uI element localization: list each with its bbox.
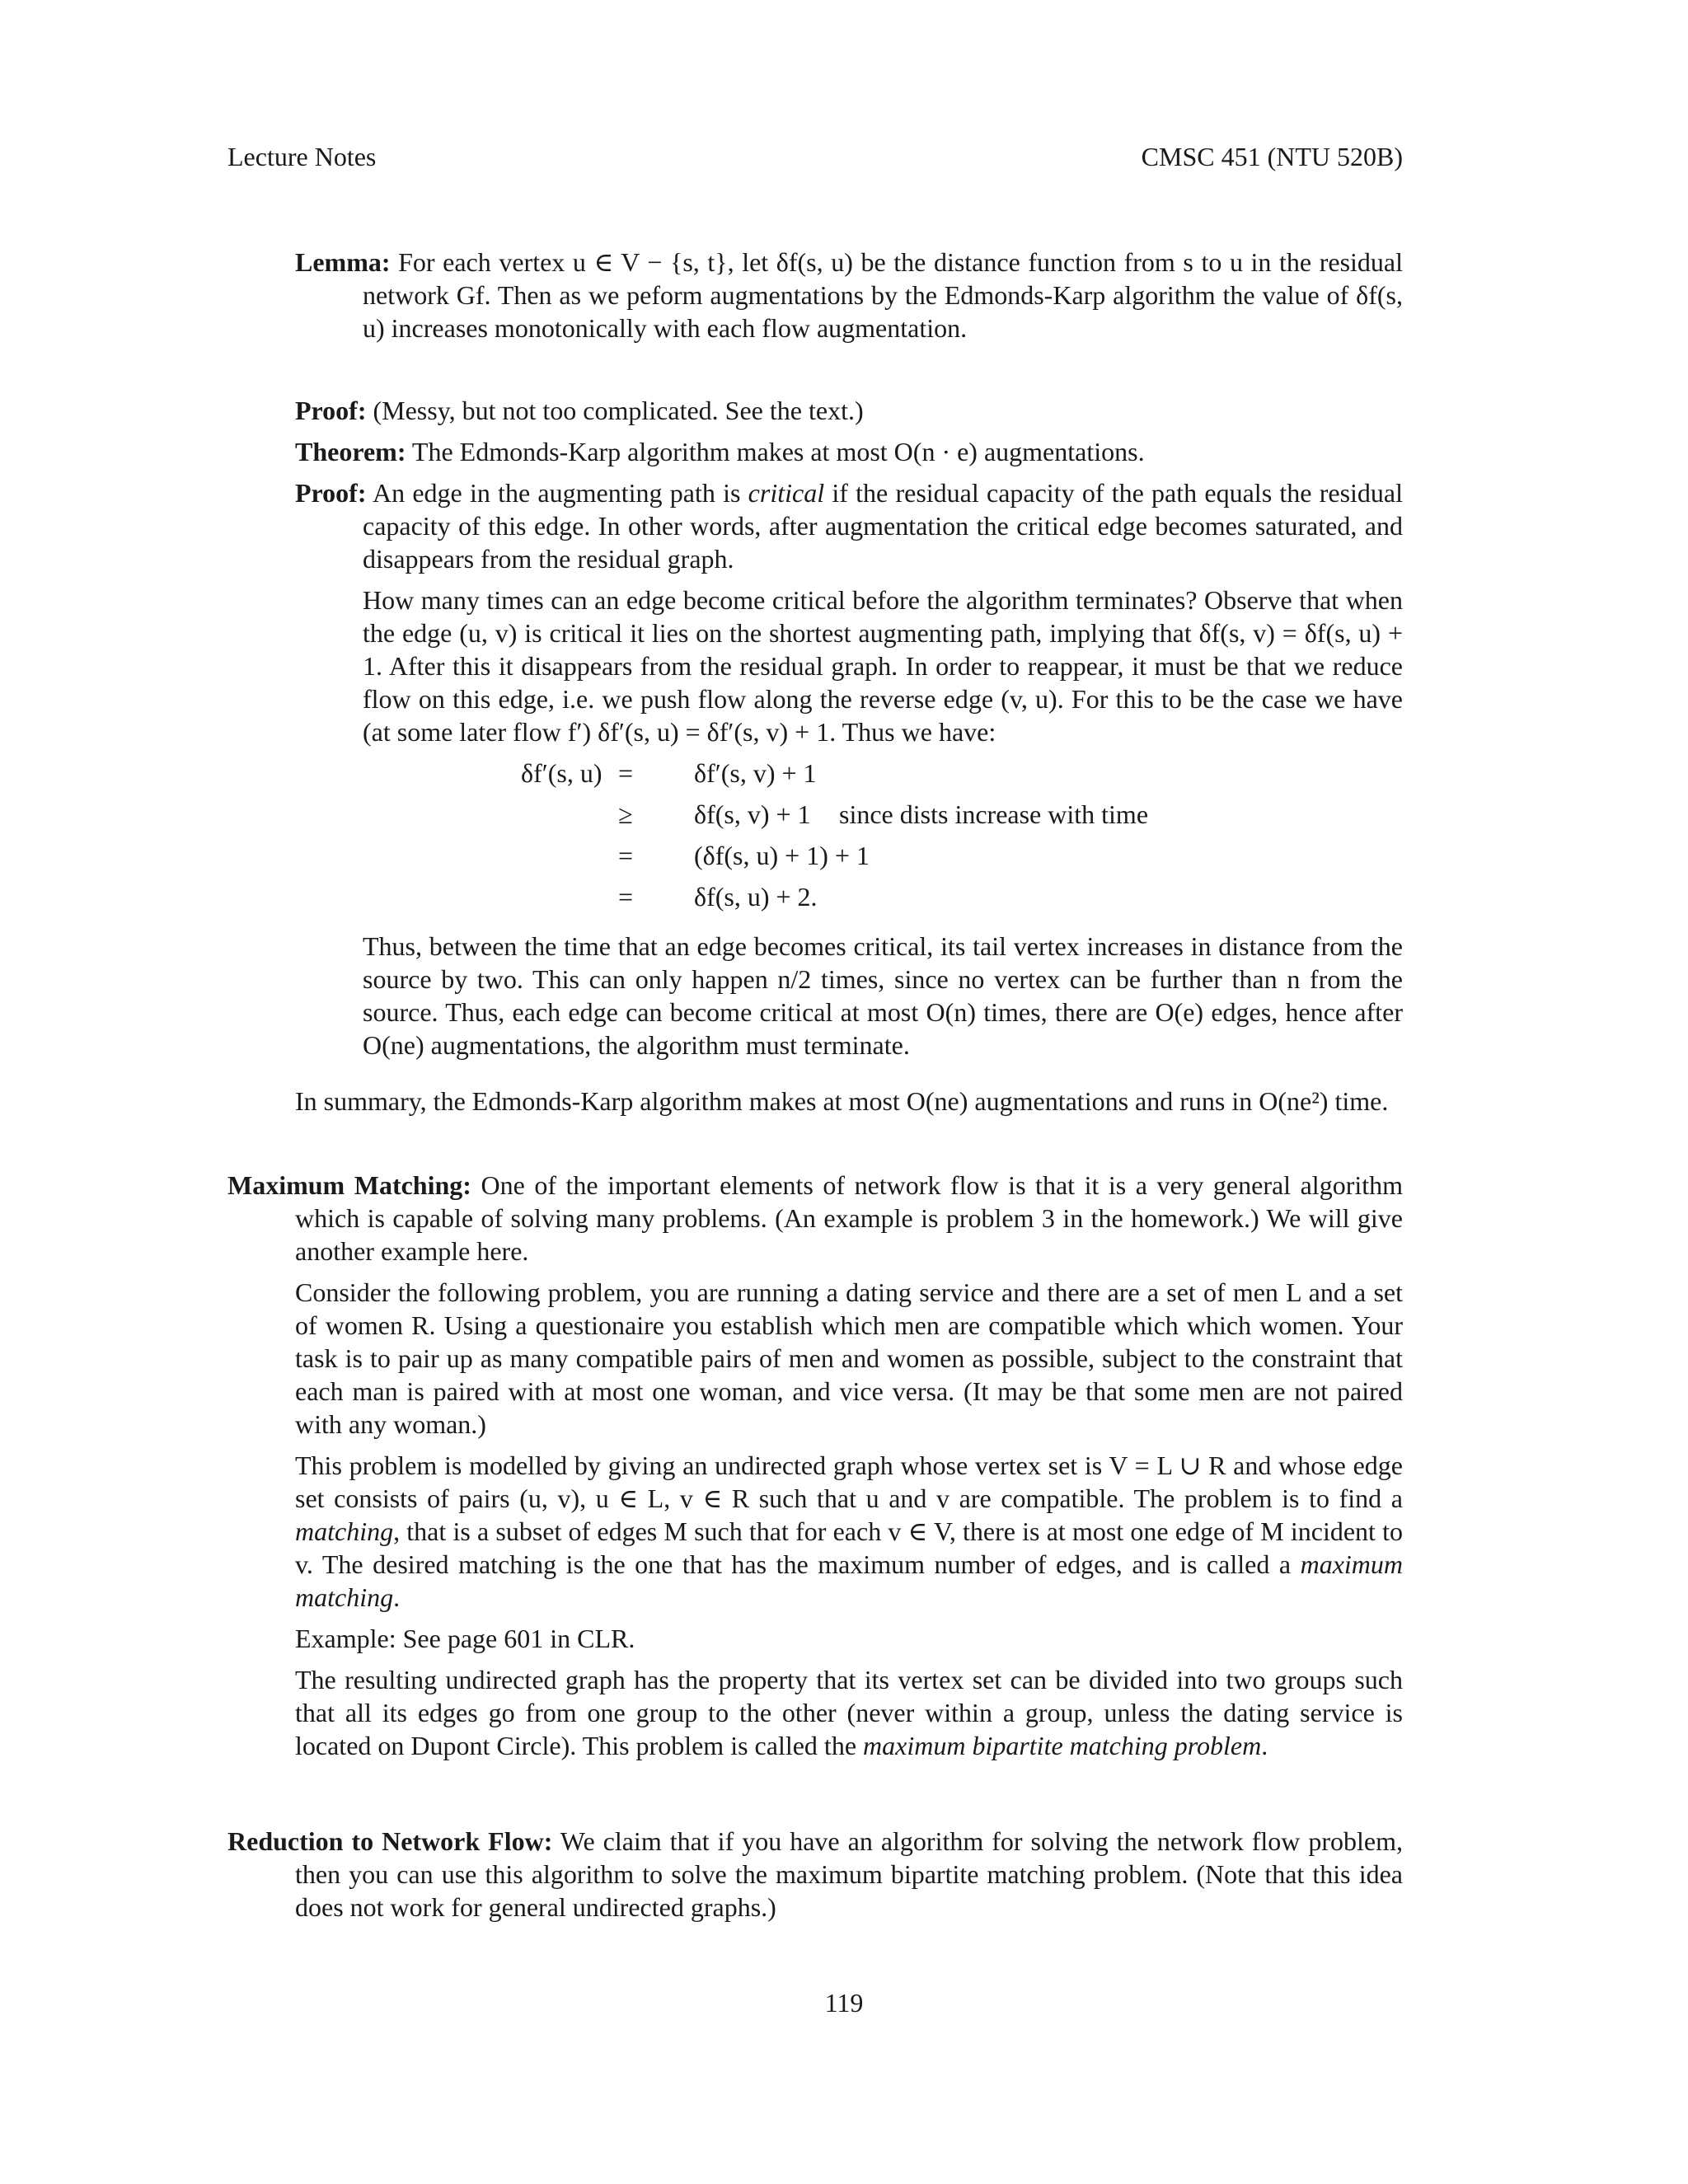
lemma-block bbox=[227, 246, 1403, 344]
proof2-continuation bbox=[227, 930, 1403, 1062]
equation-rhs: δf(s, u) + 2. bbox=[694, 882, 818, 912]
matching-para3-a: This problem is modelled by giving an undirected graph whose vertex set is V = L ∪ R and whose edge set consists of pairs (u, v), u ∈ L, v ∈ R such that u and v are compatible. The problem is to find a bbox=[295, 1451, 1403, 1513]
lemma-paragraph bbox=[295, 246, 1403, 344]
proof2-paragraph-3: Thus, between the time that an edge becomes critical, its tail vertex increases in distance from the source by two. This can only happen n/2 times, since no vertex can be further than n from the source. Thus, each edge can become critical at most O(n) times, there are O(e) edges, hence after O(ne) augmentations, the algorithm must terminate. bbox=[363, 931, 1403, 1060]
proof1-paragraph bbox=[227, 394, 1403, 427]
proof2-text-b: if the residual capacity of the path equals the residual capacity of this edge. In other words, after augmentation the critical edge becomes saturated, and disappears from the residual graph. bbox=[363, 478, 1404, 574]
maximum-matching-term: maximum matching bbox=[295, 1549, 1403, 1612]
equation-relation: = bbox=[618, 841, 634, 870]
theorem-label: Theorem: bbox=[295, 437, 406, 466]
matching-paragraph-3 bbox=[227, 1449, 1403, 1614]
matching-para5-b: . bbox=[1261, 1731, 1268, 1760]
proof2-paragraph-2: How many times can an edge become critical before the algorithm terminates? Observe that when the edge (u, v) is critical it lies on the shortest augmenting path, implying that δf(s, v) = δf(s, u) + 1. After this it disappears from the residual graph. In order to reappear, it must be that we reduce flow on this edge, i.e. we push flow along the reverse edge (v, u). For this to be the case we have (at some later flow f′) δf′(s, u) = δf′(s, v) + 1. Thus we have: bbox=[363, 585, 1403, 747]
summary-block bbox=[227, 1085, 1403, 1118]
matching-label: Maximum Matching: bbox=[227, 1170, 471, 1200]
lemma-text: For each vertex u ∈ V − {s, t}, let δf(s, u) be the distance function from s to u in the residual network Gf. Then as we peform augmentations by the Edmonds-Karp algorithm the value of δf(s, u) increases monotonically with each flow augmentation. bbox=[363, 247, 1404, 343]
matching-term: matching bbox=[295, 1516, 394, 1546]
bipartite-term: maximum bipartite matching problem bbox=[863, 1731, 1262, 1760]
running-header-right: CMSC 451 (NTU 520B) bbox=[1141, 142, 1403, 171]
proof1-label: Proof: bbox=[295, 396, 367, 425]
proof2-label: Proof: bbox=[295, 478, 367, 508]
matching-para3-c: . bbox=[393, 1582, 401, 1612]
equation-relation: = bbox=[618, 882, 634, 912]
matching-paragraph-5 bbox=[227, 1663, 1403, 1762]
equation-lhs: δf′(s, u) bbox=[521, 758, 603, 788]
equation-rhs: (δf(s, u) + 1) + 1 bbox=[694, 841, 870, 870]
theorem-paragraph bbox=[227, 435, 1403, 468]
reduction-label: Reduction to Network Flow: bbox=[227, 1826, 553, 1856]
matching-para3-b: , that is a subset of edges M such that for each v ∈ V, there is at most one edge of M incident to v. The desired matching is the one that has the maximum number of edges, and is called a bbox=[295, 1516, 1403, 1579]
matching-para5-a: The resulting undirected graph has the property that its vertex set can be divided into two groups such that all its edges go from one group to the other (never within a group, unless the dating service is located on Dupont Circle). This problem is called the bbox=[295, 1665, 1403, 1760]
equation-rhs: δf′(s, v) + 1 bbox=[694, 758, 817, 788]
matching-paragraph-4: Example: See page 601 in CLR. bbox=[295, 1624, 635, 1653]
proof2-text-a: An edge in the augmenting path is bbox=[372, 478, 748, 508]
critical-term: critical bbox=[748, 478, 825, 508]
matching-paragraph-2: Consider the following problem, you are running a dating service and there are a set of men L and a set of women R. Using a questionaire you establish which men are compatible which which women. Your task is to pair up as many compatible pairs of men and women as possible, subject to the constraint that each man is paired with at most one woman, and vice versa. (It may be that some men are not paired with any woman.) bbox=[295, 1277, 1403, 1439]
proof1-block bbox=[227, 394, 1403, 427]
theorem-block bbox=[227, 435, 1403, 468]
page-number: 119 bbox=[824, 1988, 864, 2018]
lemma-label: Lemma: bbox=[295, 247, 391, 277]
equation-rhs: δf(s, v) + 1 bbox=[694, 799, 811, 829]
matching-paragraph-1 bbox=[227, 1169, 1403, 1268]
proof2-paragraph-1 bbox=[295, 476, 1403, 575]
proof1-text: (Messy, but not too complicated. See the text.) bbox=[373, 396, 864, 425]
running-header-left: Lecture Notes bbox=[227, 142, 377, 171]
matching-block bbox=[227, 1169, 1403, 1762]
matching-text: One of the important elements of network flow is that it is a very general algorithm which is capable of solving many problems. (An example is problem 3 in the homework.) We will give another example here. bbox=[295, 1170, 1404, 1266]
reduction-block bbox=[227, 1825, 1403, 1924]
reduction-text: We claim that if you have an algorithm for solving the network flow problem, then you can use this algorithm to solve the maximum bipartite matching problem. (Note that this idea does not work for general undirected graphs.) bbox=[295, 1826, 1404, 1922]
theorem-text: The Edmonds-Karp algorithm makes at most O(n · e) augmentations. bbox=[411, 437, 1145, 466]
proof2-block bbox=[227, 476, 1403, 748]
summary-paragraph: In summary, the Edmonds-Karp algorithm makes at most O(ne) augmentations and runs in O(ne²) time. bbox=[295, 1086, 1389, 1116]
equation-note: since dists increase with time bbox=[839, 799, 1149, 829]
equation-relation: ≥ bbox=[618, 799, 633, 829]
reduction-paragraph bbox=[227, 1825, 1403, 1924]
equation-relation: = bbox=[618, 758, 634, 788]
